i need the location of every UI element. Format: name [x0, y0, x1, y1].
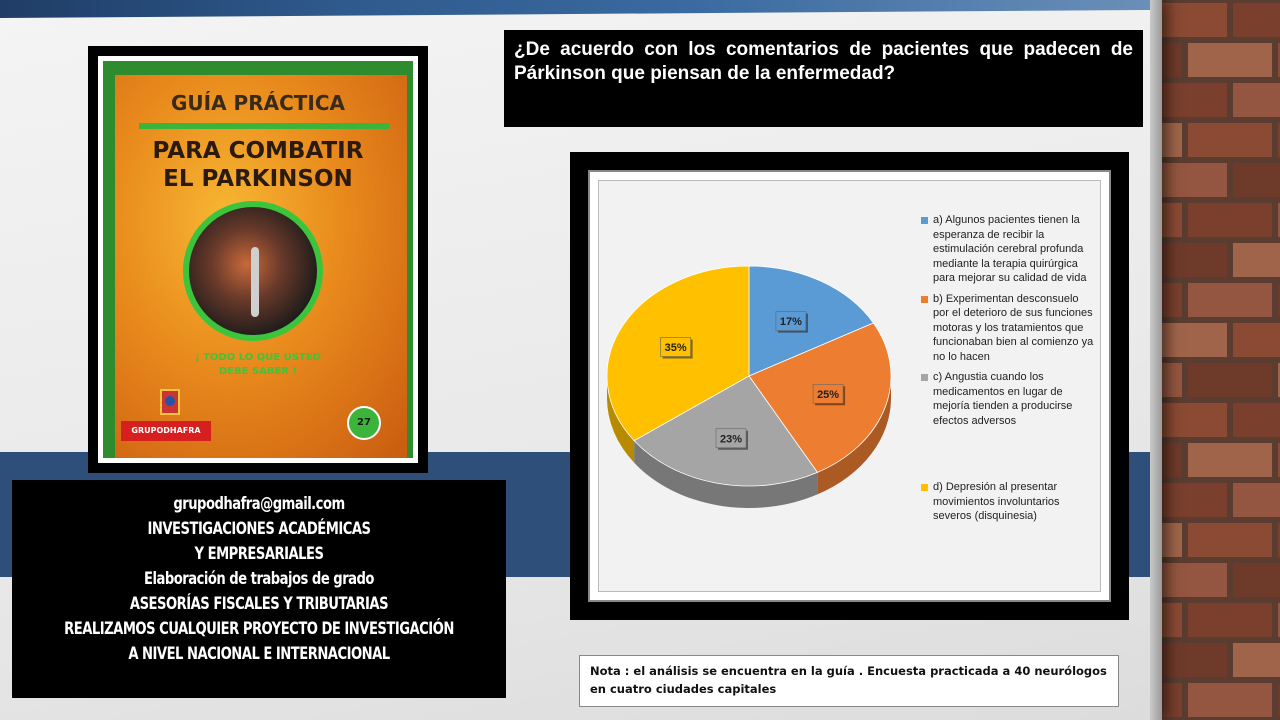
- book-right-strip: [407, 61, 413, 458]
- brick: [1233, 3, 1280, 37]
- legend-item: [921, 370, 1097, 428]
- publisher-logo-icon: [160, 389, 180, 415]
- book-title-divider: [139, 123, 389, 129]
- book-title-main: [103, 137, 413, 193]
- data-label: [716, 429, 748, 450]
- data-label-text: 25%: [817, 388, 840, 401]
- brick: [1188, 283, 1272, 317]
- brick: [1233, 483, 1280, 517]
- brick: [1188, 123, 1272, 157]
- contact-line3: Elaboración de trabajos de grado: [144, 569, 374, 589]
- survey-note: Nota : el análisis se encuentra en la guía . Encuesta practicada a 40 neurólogos en cuatro ciudades capitales: [579, 655, 1119, 707]
- legend-label: b) Experimentan desconsuelo por el deterioro de sus funciones motoras y los tratamientos que funcionaban bien al comienzo ya no lo hacen: [933, 292, 1094, 363]
- legend-swatch: [921, 217, 928, 224]
- book-slogan-line2: DEBE SABER !: [218, 366, 298, 377]
- contact-line6: A NIVEL NACIONAL E INTERNACIONAL: [128, 644, 390, 664]
- book-slogan-line1: ¡ TODO LO QUE USTED: [195, 352, 321, 363]
- brick: [1188, 603, 1272, 637]
- legend-label: c) Angustia cuando los medicamentos en lugar de mejoría tienden a producirse efectos adversos: [933, 371, 1073, 427]
- data-label: [813, 384, 845, 405]
- book-title-line3: EL PARKINSON: [163, 166, 353, 192]
- chart-frame: [570, 152, 1129, 620]
- legend-item: [921, 213, 1097, 286]
- book-cover-border: [98, 56, 418, 463]
- contact-line2: Y EMPRESARIALES: [194, 544, 324, 564]
- contact-line5: REALIZAMOS CUALQUIER PROYECTO DE INVESTIGACIÓN: [64, 619, 454, 639]
- brain-illustration: [183, 201, 323, 341]
- brick: [1188, 443, 1272, 477]
- legend-swatch: [921, 374, 928, 381]
- brick: [1188, 683, 1272, 717]
- brick: [1188, 363, 1272, 397]
- book-cover-frame: [88, 46, 428, 473]
- legend-item: [921, 292, 1097, 365]
- paper-edge: [1150, 0, 1162, 720]
- legend-label: d) Depresión al presentar movimientos involuntarios severos (disquinesia): [933, 481, 1060, 522]
- brick: [1188, 523, 1272, 557]
- question-box: [504, 30, 1143, 127]
- book-title-guide: GUÍA PRÁCTICA: [171, 91, 345, 115]
- book-cover: [103, 61, 413, 458]
- legend-item: [921, 480, 1097, 524]
- book-title-line2: PARA COMBATIR: [152, 138, 364, 164]
- data-label: [776, 312, 808, 333]
- contact-email: grupodhafra@gmail.com: [173, 494, 345, 514]
- brick: [1233, 163, 1280, 197]
- legend-swatch: [921, 484, 928, 491]
- book-top-line: [103, 61, 413, 75]
- book-number-badge: 27: [347, 406, 381, 440]
- pie-chart: [598, 180, 1101, 592]
- book-slogan: [183, 351, 333, 379]
- publisher-brand: GRUPODHAFRA: [121, 421, 211, 441]
- brick: [1233, 643, 1280, 677]
- legend-swatch: [921, 296, 928, 303]
- chart-border: [588, 170, 1111, 602]
- chart-legend: [921, 213, 1097, 524]
- brick: [1233, 563, 1280, 597]
- contact-line1: INVESTIGACIONES ACADÉMICAS: [147, 519, 371, 539]
- contact-box: [12, 480, 506, 698]
- question-text: ¿De acuerdo con los comentarios de pacientes que padecen de Párkinson que piensan de la enfermedad?: [514, 39, 1133, 84]
- data-label: [661, 338, 693, 359]
- book-left-strip: [103, 61, 115, 458]
- data-label-text: 17%: [779, 316, 802, 329]
- brick: [1233, 323, 1280, 357]
- data-label-text: 35%: [664, 342, 687, 355]
- brick: [1188, 43, 1272, 77]
- contact-line4: ASESORÍAS FISCALES Y TRIBUTARIAS: [129, 594, 389, 614]
- brick: [1233, 83, 1280, 117]
- brick: [1233, 403, 1280, 437]
- legend-label: a) Algunos pacientes tienen la esperanza de recibir la estimulación cerebral profunda mediante la terapia quirúrgica para mejorar su calidad de vida: [933, 214, 1087, 284]
- brick: [1188, 203, 1272, 237]
- data-label-text: 23%: [720, 433, 743, 446]
- spine-illustration: [251, 247, 259, 317]
- brick: [1233, 243, 1280, 277]
